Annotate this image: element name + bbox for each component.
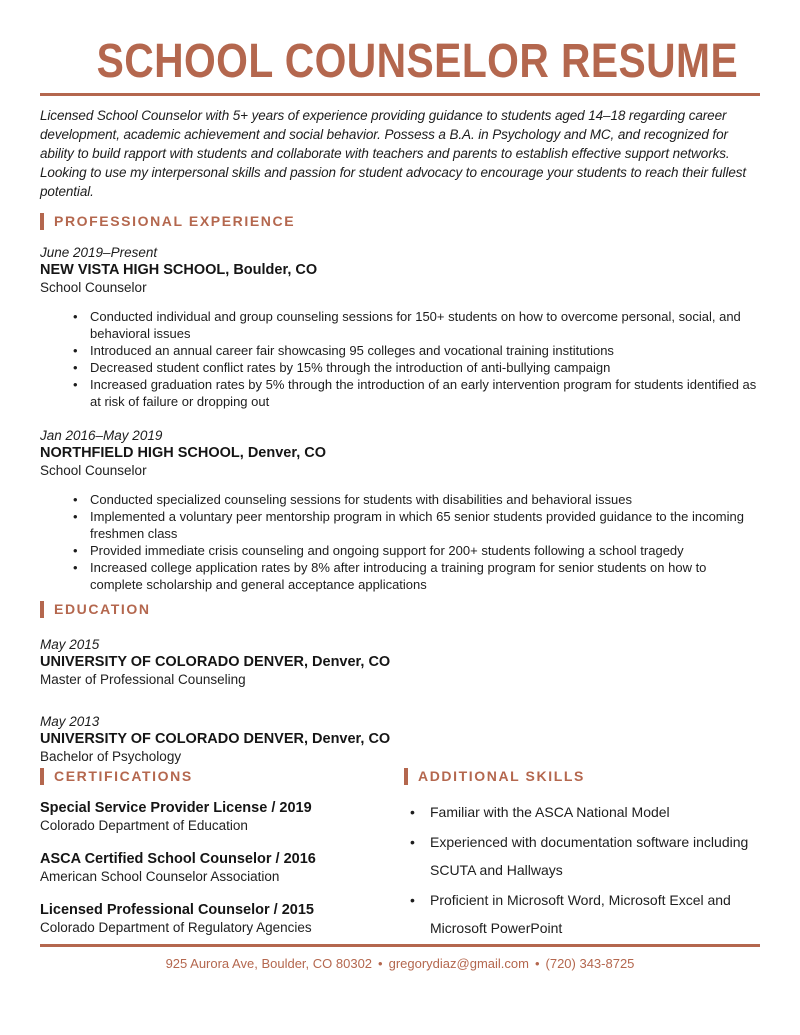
bottom-columns — [40, 768, 760, 944]
certification-title: Special Service Provider License / 2019 — [40, 800, 312, 816]
bullet-item: • Conducted specialized counseling sessions for students with disabilities and behavioral issues — [73, 491, 760, 508]
job-bullet-list — [40, 308, 760, 410]
job-entry — [40, 244, 760, 296]
bullet-item: • Increased college application rates by 8% after introducing a training program for senior students on how to complete scholarship and general acceptance applications — [73, 559, 760, 593]
footer-address: 925 Aurora Ave, Boulder, CO 80302 — [165, 956, 373, 971]
footer-contact — [0, 956, 800, 971]
footer-rule — [40, 944, 760, 947]
section-heading-education: EDUCATION — [40, 601, 760, 618]
skill-item: • Familiar with the ASCA National Model — [410, 798, 760, 826]
bullet-item: • Conducted individual and group counseling sessions for 150+ students on how to overcome personal, social, and behavioral issues — [73, 308, 760, 342]
job-dates: June 2019–Present — [40, 245, 158, 260]
certification-issuer: Colorado Department of Regulatory Agencies — [40, 920, 312, 935]
bullet-item: • Implemented a voluntary peer mentorship program in which 65 senior students provided guidance to the incoming freshmen class — [73, 508, 760, 542]
education-date: May 2015 — [40, 637, 100, 652]
job-company: NEW VISTA HIGH SCHOOL, Boulder, CO — [40, 262, 318, 278]
skills-list — [404, 798, 760, 942]
title-rule — [40, 93, 760, 96]
education-degree: Master of Professional Counseling — [40, 672, 246, 687]
skill-item: • Proficient in Microsoft Word, Microsoft Excel and Microsoft PowerPoint — [410, 886, 760, 942]
certification-title: ASCA Certified School Counselor / 2016 — [40, 851, 316, 867]
footer-phone: (720) 343-8725 — [545, 956, 635, 971]
education-entry — [40, 713, 760, 765]
education-date: May 2013 — [40, 714, 100, 729]
section-heading-skills: ADDITIONAL SKILLS — [404, 768, 760, 785]
skill-item: • Experienced with documentation software including SCUTA and Hallways — [410, 828, 760, 884]
skills-column — [404, 768, 760, 944]
footer-separator: • — [378, 956, 383, 971]
certification-entry — [40, 901, 404, 936]
footer-separator: • — [534, 956, 540, 971]
summary-text: Licensed School Counselor with 5+ years of experience providing guidance to students aged 14–18 regarding career development, academic achievement and social behavior. Possess a B.A. in Psychology and MC, and recognized for ability to build rapport with students and collaborate with teachers and parents to establish effective support networks. Looking to use my interpersonal skills and passion for student advocacy to encourage your students to reach their fullest potential. — [40, 108, 747, 199]
bullet-item: • Decreased student conflict rates by 15% through the introduction of anti-bullying campaign — [73, 359, 760, 376]
certifications-column — [40, 768, 404, 944]
job-role: School Counselor — [40, 463, 147, 478]
footer-email: gregorydiaz@gmail.com — [388, 956, 529, 971]
education-degree: Bachelor of Psychology — [40, 749, 182, 764]
certification-issuer: American School Counselor Association — [40, 869, 280, 884]
page-title-text: SCHOOL COUNSELOR RESUME — [96, 35, 739, 88]
certification-entry — [40, 799, 404, 834]
job-bullet-list — [40, 491, 760, 593]
bullet-item: • Introduced an annual career fair showcasing 95 colleges and vocational training institutions — [73, 342, 760, 359]
bullet-item: • Increased graduation rates by 5% through the introduction of an early intervention program for students identified as at risk of failure or dropping out — [73, 376, 760, 410]
education-entry — [40, 636, 760, 688]
certification-entry — [40, 850, 404, 885]
education-school: UNIVERSITY OF COLORADO DENVER, Denver, CO — [40, 731, 391, 747]
section-heading-certifications: CERTIFICATIONS — [40, 768, 404, 785]
job-dates: Jan 2016–May 2019 — [40, 428, 163, 443]
job-role: School Counselor — [40, 280, 147, 295]
bullet-item: • Provided immediate crisis counseling and ongoing support for 200+ students following a school tragedy — [73, 542, 760, 559]
page-title — [40, 35, 760, 88]
job-company: NORTHFIELD HIGH SCHOOL, Denver, CO — [40, 445, 326, 461]
certification-title: Licensed Professional Counselor / 2015 — [40, 902, 314, 918]
job-entry — [40, 427, 760, 479]
education-school: UNIVERSITY OF COLORADO DENVER, Denver, CO — [40, 654, 391, 670]
section-heading-experience: PROFESSIONAL EXPERIENCE — [40, 213, 760, 230]
certification-issuer: Colorado Department of Education — [40, 818, 248, 833]
